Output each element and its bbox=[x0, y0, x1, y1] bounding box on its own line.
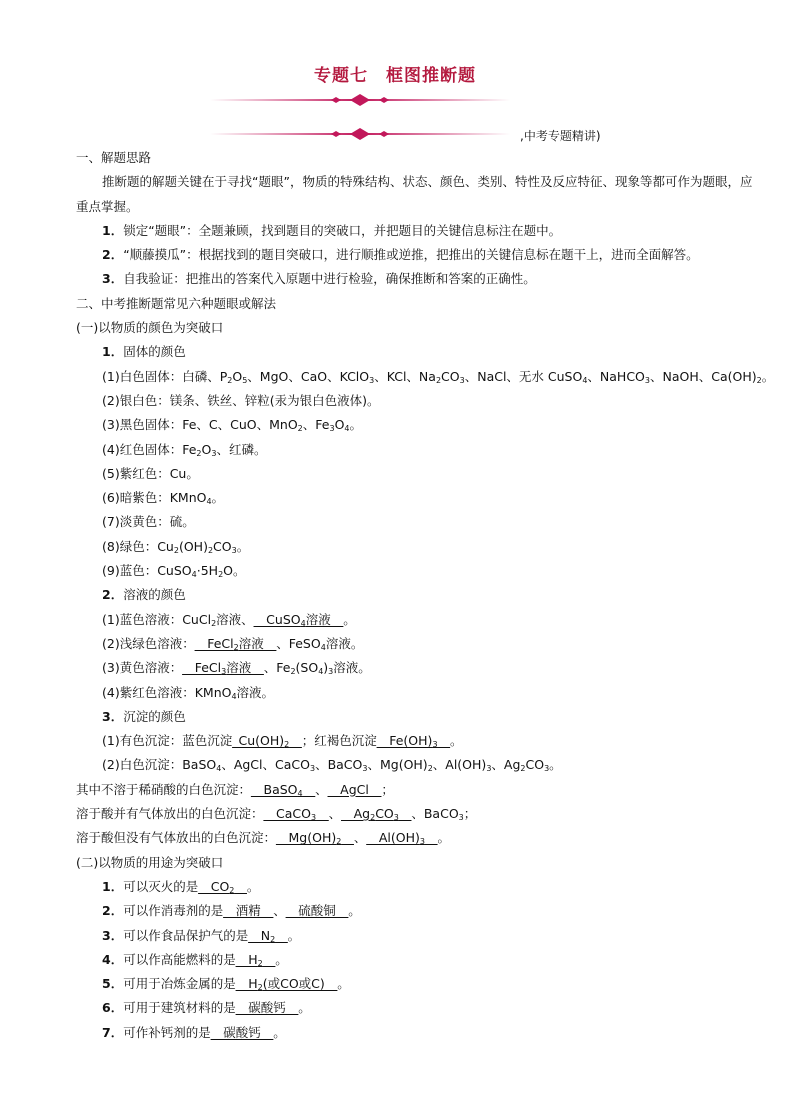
subscript-text: 2 bbox=[336, 837, 342, 847]
inline-text: __FeCl bbox=[182, 660, 222, 676]
inline-text: 。 bbox=[348, 903, 361, 919]
inline-text: __N bbox=[248, 927, 271, 943]
inline-text: (或CO或C)__ bbox=[262, 976, 338, 992]
topic-solution-color bbox=[76, 583, 756, 607]
inline-text: (OH) bbox=[178, 538, 208, 554]
inline-text: __ bbox=[234, 878, 247, 894]
section-heading-1: 一、解题思路 bbox=[76, 150, 152, 165]
answer-blank bbox=[232, 733, 302, 748]
inline-text: 。 bbox=[437, 830, 450, 846]
inline-text: (2)白色沉淀：BaSO bbox=[102, 757, 217, 773]
subscript-text: 2 bbox=[227, 375, 233, 385]
inline-text: 溶液__ bbox=[226, 660, 264, 676]
inline-text: 。 bbox=[275, 951, 288, 967]
subscript-text: 2 bbox=[257, 983, 263, 993]
inline-text: 。 bbox=[761, 368, 775, 384]
answer-blank bbox=[264, 806, 329, 821]
use-item-3 bbox=[76, 924, 756, 948]
inline-text: ) bbox=[323, 660, 329, 676]
inline-text: __ bbox=[289, 733, 302, 749]
answer-blank bbox=[236, 952, 276, 967]
use-item-7 bbox=[76, 1021, 756, 1045]
inline-text: (3)黑色固体：Fe、C、CuO、MnO bbox=[102, 417, 298, 433]
subscript-text: 4 bbox=[300, 618, 306, 628]
inline-text: 、NaHCO bbox=[587, 368, 645, 384]
subscript-text: 4 bbox=[318, 667, 324, 677]
inline-text: 、BaCO bbox=[315, 757, 363, 773]
inline-text: 4． bbox=[102, 951, 124, 967]
step-2 bbox=[76, 243, 756, 267]
subscript-text: 3 bbox=[432, 740, 438, 750]
use-item-2 bbox=[76, 899, 756, 923]
inline-text: (SO bbox=[295, 660, 319, 676]
answer-blank bbox=[377, 733, 450, 748]
inline-text: __Al(OH) bbox=[366, 830, 420, 846]
inline-text: __H bbox=[235, 951, 258, 967]
inline-text: 、 bbox=[273, 903, 286, 919]
inline-text: (3)黄色溶液： bbox=[102, 660, 183, 676]
subscript-text: 3 bbox=[362, 764, 368, 774]
inline-text: O bbox=[232, 368, 243, 384]
inline-text: ； bbox=[381, 781, 394, 797]
subsection-heading-use: (二)以物质的用途为突破口 bbox=[76, 854, 224, 870]
inline-text: 其中不溶于稀硝酸的白色沉淀： bbox=[76, 781, 252, 797]
inline-text: __ bbox=[275, 927, 288, 943]
subscript-text: 3 bbox=[369, 375, 375, 385]
inline-text: ；红褐色沉淀 bbox=[301, 733, 377, 749]
use-item-1 bbox=[76, 875, 756, 899]
inline-text: 溶液__ bbox=[238, 635, 277, 651]
topic-text: 沉淀的颜色 bbox=[123, 708, 186, 724]
inline-text: __ bbox=[316, 806, 329, 822]
inline-text: CO bbox=[441, 368, 460, 384]
inline-text: 。 bbox=[343, 611, 356, 627]
inline-text: 可作补钙剂的是 bbox=[123, 1024, 211, 1040]
subscript-text: 2 bbox=[173, 545, 179, 555]
inline-text: CO bbox=[525, 757, 545, 773]
subscript-text: 3 bbox=[211, 448, 217, 458]
topic-number: 3． bbox=[102, 708, 124, 724]
inline-text: (4)紫红色溶液：KMnO bbox=[102, 684, 232, 700]
inline-text: 、Al(OH) bbox=[432, 757, 487, 773]
inline-text: __CaCO bbox=[263, 806, 311, 822]
item-purple-red: (5)紫红色：Cu。 bbox=[102, 465, 199, 481]
inline-text: 、Ag bbox=[491, 757, 521, 773]
inline-text: 可以作高能燃料的是 bbox=[123, 951, 236, 967]
inline-text: 可以灭火的是 bbox=[123, 878, 199, 894]
answer-blank bbox=[251, 782, 315, 797]
inline-text: (9)蓝色：CuSO bbox=[102, 563, 192, 579]
inline-text: __ bbox=[437, 733, 451, 749]
subscript-text: 3 bbox=[328, 667, 334, 677]
item-green bbox=[76, 535, 756, 559]
subscript-text: 3 bbox=[644, 375, 650, 385]
item-white-solid bbox=[76, 365, 775, 389]
inline-text: 。 bbox=[287, 927, 301, 943]
answer-blank bbox=[366, 830, 437, 845]
subscript-text: 4 bbox=[206, 497, 212, 507]
inline-text: 。 bbox=[273, 1024, 286, 1040]
inline-text: 、Fe bbox=[302, 417, 330, 433]
inline-text: 。 bbox=[211, 490, 225, 506]
subscript-text: 3 bbox=[459, 375, 465, 385]
use-item-4 bbox=[76, 948, 756, 972]
subscript-text: 2 bbox=[435, 375, 442, 385]
inline-text: 可以作消毒剂的是 bbox=[123, 903, 224, 919]
subscript-text: 2 bbox=[270, 934, 276, 944]
inline-text: 、FeSO bbox=[276, 635, 321, 651]
step-text: 自我验证：把推出的答案代入原题中进行检验，确保推断和答案的正确性。 bbox=[123, 271, 536, 287]
inline-text: 溶液。 bbox=[325, 635, 364, 651]
inline-text: 、KCl、Na bbox=[374, 368, 436, 384]
inline-text: 溶液。 bbox=[333, 660, 371, 676]
subscript-text: 2 bbox=[257, 958, 263, 968]
inline-text: __ bbox=[302, 781, 316, 797]
inline-text: (6)暗紫色：KMnO bbox=[102, 490, 207, 506]
subscript-text: 2 bbox=[520, 764, 526, 774]
item-red-solid bbox=[76, 438, 756, 462]
subscript-text: 2 bbox=[218, 570, 224, 580]
inline-text: (1)白色固体：白磷、P bbox=[102, 368, 228, 384]
subscript-text: 4 bbox=[216, 764, 222, 774]
subscript-text: 3 bbox=[544, 764, 550, 774]
inline-text: ·5H bbox=[196, 563, 219, 579]
inline-text: 、 bbox=[353, 830, 367, 846]
answer-blank bbox=[236, 976, 338, 991]
inline-text: __ bbox=[398, 806, 412, 822]
inline-text: 、红磷。 bbox=[216, 441, 267, 457]
subscript-text: 2 bbox=[297, 424, 303, 434]
item-white-precipitate bbox=[76, 753, 756, 777]
subscript-text: 2 bbox=[284, 740, 290, 750]
inline-text: 、Mg(OH) bbox=[367, 757, 428, 773]
item-purple-red-solution bbox=[76, 681, 756, 705]
inline-text: CO bbox=[375, 806, 394, 822]
item-pale-yellow: (7)淡黄色：硫。 bbox=[102, 514, 195, 530]
inline-text: 可用于建筑材料的是 bbox=[123, 1000, 236, 1016]
inline-text: 1． bbox=[102, 878, 124, 894]
subscript-text: 3 bbox=[329, 424, 335, 434]
item-silver-white: (2)银白色：镁条、铁丝、锌粒(汞为银白色液体)。 bbox=[102, 392, 380, 408]
item-yellow-solution bbox=[76, 656, 756, 680]
inline-text: 溶液、 bbox=[216, 611, 254, 627]
inline-text: __Fe(OH) bbox=[376, 733, 433, 749]
inline-text: 。 bbox=[450, 733, 463, 749]
subscript-text: 2 bbox=[233, 642, 239, 652]
inline-text: 溶液__ bbox=[305, 611, 344, 627]
inline-text: 、NaCl、无水 CuSO bbox=[464, 368, 583, 384]
item-colored-precipitate bbox=[76, 729, 756, 753]
inline-text: CO bbox=[213, 538, 232, 554]
answer-blank bbox=[182, 660, 264, 675]
item-acid-no-gas bbox=[76, 826, 756, 850]
subscript-text: 2 bbox=[229, 885, 235, 895]
answer-blank bbox=[195, 636, 277, 651]
inline-text: 。 bbox=[337, 976, 350, 992]
inline-text: __ bbox=[262, 951, 276, 967]
inline-text: O。 bbox=[223, 563, 246, 579]
subscript-text: 2 bbox=[207, 545, 214, 555]
inline-text: __Ag bbox=[341, 806, 371, 822]
inline-text: 可用于冶炼金属的是 bbox=[123, 976, 236, 992]
subscript-text: 3 bbox=[310, 813, 317, 823]
inline-text: (1)有色沉淀：蓝色沉淀 bbox=[102, 733, 233, 749]
answer-blank: __碳酸钙__ bbox=[210, 1024, 274, 1040]
answer-blank: __AgCl__ bbox=[327, 781, 382, 797]
subscript-text: 4 bbox=[231, 691, 237, 701]
inline-text: O bbox=[201, 441, 212, 457]
step-number: 2． bbox=[102, 247, 124, 263]
subscript-text: 2 bbox=[196, 448, 202, 458]
inline-text: 、AgCl、CaCO bbox=[221, 757, 310, 773]
item-insoluble-nitric bbox=[76, 778, 756, 802]
inline-text: (2)浅绿色溶液： bbox=[102, 635, 195, 651]
inline-text: __FeCl bbox=[194, 635, 234, 651]
topic-text: 溶液的颜色 bbox=[123, 587, 186, 603]
step-1 bbox=[76, 219, 756, 243]
inline-text: 7． bbox=[102, 1024, 124, 1040]
subscript-text: 4 bbox=[344, 424, 350, 434]
section-heading-2: 二、中考推断题常见六种题眼或解法 bbox=[76, 295, 277, 311]
item-blue-solution bbox=[76, 608, 756, 632]
topic-precipitate-color bbox=[76, 705, 756, 729]
inline-text: 溶于酸但没有气体放出的白色沉淀： bbox=[76, 830, 277, 846]
step-text: “顺藤摸瓜”：根据找到的题目突破口，进行顺推或逆推，把推出的关键信息标在题干上，进而全面解答。 bbox=[123, 247, 699, 263]
inline-text: 溶于酸并有气体放出的白色沉淀： bbox=[76, 806, 264, 822]
item-black-solid bbox=[76, 413, 756, 437]
answer-blank bbox=[198, 879, 247, 894]
answer-blank bbox=[254, 612, 344, 627]
answer-blank bbox=[276, 830, 354, 845]
inline-text: __Mg(OH) bbox=[276, 830, 337, 846]
subscript-text: 3 bbox=[221, 667, 227, 677]
answer-blank bbox=[341, 806, 411, 821]
inline-text: 、Fe bbox=[263, 660, 291, 676]
inline-text: (4)红色固体：Fe bbox=[102, 441, 197, 457]
inline-text: 、NaOH、Ca(OH) bbox=[650, 368, 757, 384]
inline-text: 溶液。 bbox=[236, 684, 275, 700]
subscript-text: 4 bbox=[191, 570, 197, 580]
item-dark-purple bbox=[76, 486, 756, 510]
inline-text: 可以作食品保护气的是 bbox=[123, 927, 249, 943]
inline-text: 2． bbox=[102, 903, 124, 919]
subscript-text: 2 bbox=[427, 764, 433, 774]
step-number: 1． bbox=[102, 222, 124, 238]
step-text: 锁定“题眼”：全题兼顾，找到题目的突破口，并把题目的关键信息标注在题中。 bbox=[123, 222, 562, 238]
subscript-text: 3 bbox=[309, 764, 316, 774]
subsection-heading-color: (一)以物质的颜色为突破口 bbox=[76, 320, 224, 336]
item-blue bbox=[76, 559, 756, 583]
inline-text: __H bbox=[235, 976, 258, 992]
subscript-text: 3 bbox=[458, 813, 464, 823]
inline-text: 。 bbox=[246, 878, 260, 894]
item-light-green-solution bbox=[76, 632, 756, 656]
inline-text: __BaSO bbox=[251, 781, 298, 797]
inline-text: O bbox=[334, 417, 345, 433]
use-item-5 bbox=[76, 972, 756, 996]
subscript-text: 2 bbox=[756, 375, 762, 385]
subscript-text: 3 bbox=[231, 545, 237, 555]
inline-text: 5． bbox=[102, 976, 124, 992]
subscript-text: 4 bbox=[297, 788, 303, 798]
inline-text: 、 bbox=[315, 781, 328, 797]
page-title: 专题七 框图推断题 bbox=[314, 66, 476, 86]
inline-text: 、BaCO bbox=[411, 806, 459, 822]
topic-number: 1． bbox=[102, 344, 124, 360]
subscript-text: 2 bbox=[370, 813, 376, 823]
inline-text: 、MgO、CaO、KClO bbox=[247, 368, 370, 384]
inline-text: 3． bbox=[102, 927, 124, 943]
subscript-text: 5 bbox=[242, 375, 248, 385]
inline-text: 。 bbox=[298, 1000, 311, 1016]
answer-blank: __酒精__ bbox=[223, 903, 274, 919]
subscript-text: 3 bbox=[393, 813, 399, 823]
inline-text: 、 bbox=[328, 806, 342, 822]
document-body bbox=[76, 146, 775, 1045]
subscript-text: 2 bbox=[290, 667, 296, 677]
paragraph-intro: 推断题的解题关键在于寻找“题眼”，物质的特殊结构、状态、颜色、类别、特性及反应特征、现象等都可作为题眼，应重点掌握。 bbox=[76, 174, 753, 214]
topic-solid-color bbox=[76, 340, 756, 364]
topic-number: 2． bbox=[102, 587, 124, 603]
subscript-text: 4 bbox=[320, 642, 326, 652]
inline-text: __CuSO bbox=[253, 611, 301, 627]
inline-text: __ bbox=[424, 830, 438, 846]
inline-text: (1)蓝色溶液：CuCl bbox=[102, 611, 212, 627]
inline-text: __CO bbox=[198, 878, 230, 894]
title-divider-bottom bbox=[210, 127, 510, 141]
subscript-text: 3 bbox=[419, 837, 425, 847]
step-3 bbox=[76, 267, 756, 291]
inline-text: _Cu(OH) bbox=[232, 733, 285, 749]
topic-text: 固体的颜色 bbox=[123, 344, 186, 360]
section-subheading: ,中考专题精讲) bbox=[520, 129, 601, 143]
title-divider-top bbox=[210, 93, 510, 107]
item-acid-gas bbox=[76, 802, 756, 826]
inline-text: ； bbox=[463, 806, 477, 822]
use-item-6 bbox=[76, 996, 756, 1020]
subscript-text: 4 bbox=[582, 375, 588, 385]
inline-text: (8)绿色：Cu bbox=[102, 538, 174, 554]
answer-blank bbox=[248, 928, 287, 943]
answer-blank: __碳酸钙__ bbox=[235, 1000, 299, 1016]
step-number: 3． bbox=[102, 271, 124, 287]
inline-text: 。 bbox=[549, 757, 562, 773]
subscript-text: 2 bbox=[211, 618, 217, 628]
inline-text: 6． bbox=[102, 1000, 124, 1016]
inline-text: 。 bbox=[236, 538, 250, 554]
subscript-text: 3 bbox=[486, 764, 492, 774]
inline-text: 。 bbox=[349, 417, 363, 433]
answer-blank: __硫酸铜__ bbox=[285, 903, 349, 919]
inline-text: __ bbox=[341, 830, 354, 846]
